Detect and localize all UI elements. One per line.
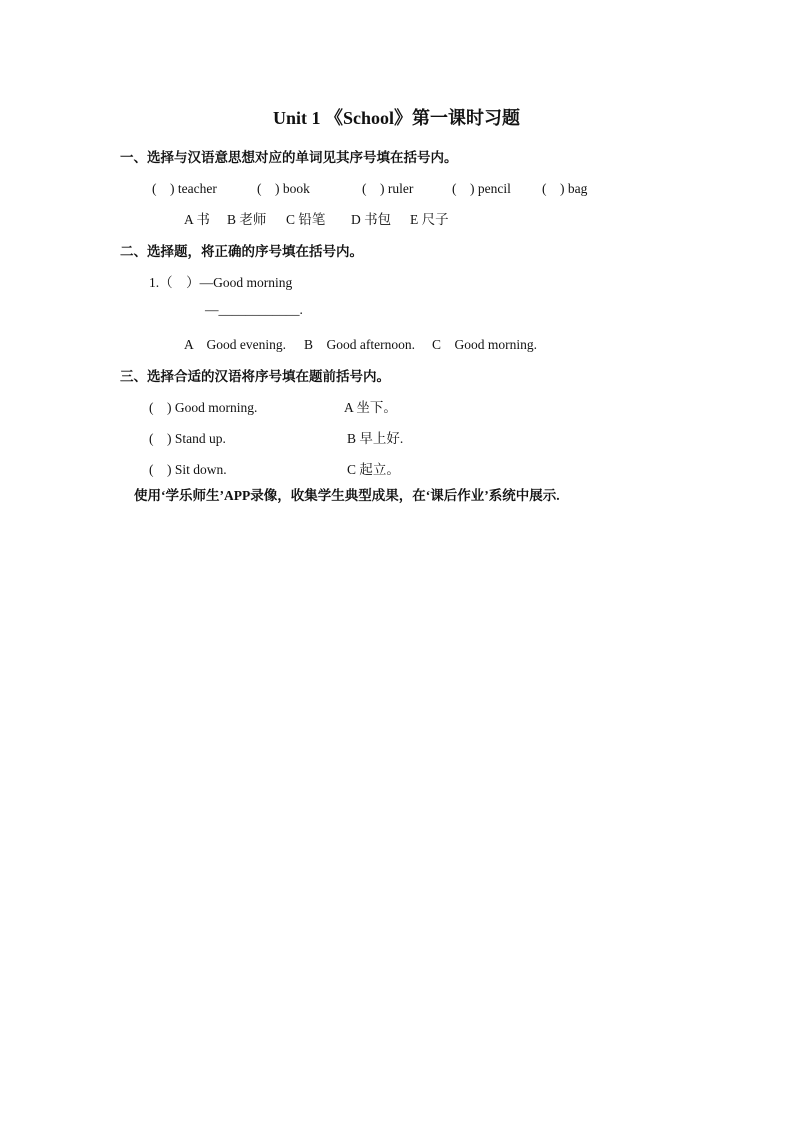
section3-item-right: B 早上好. <box>347 431 404 446</box>
section1-item: ( ) book <box>257 181 310 196</box>
section1-option: C 铅笔 <box>286 212 326 227</box>
section2-question: 1.（ ）—Good morning <box>149 275 293 290</box>
section1-option: A 书 <box>184 212 210 227</box>
section2-heading: 二、选择题，将正确的序号填在括号内。 <box>120 244 363 259</box>
section1-item: ( ) teacher <box>152 181 217 196</box>
section1-option: B 老师 <box>227 212 267 227</box>
section1-item: ( ) pencil <box>452 181 511 196</box>
section3-item-left: ( ) Stand up. <box>149 431 226 446</box>
section2-option: B Good afternoon. <box>304 337 415 352</box>
section1-item: ( ) bag <box>542 181 588 196</box>
section3-heading: 三、选择合适的汉语将序号填在题前括号内。 <box>120 369 390 384</box>
page-title: Unit 1 《School》第一课时习题 <box>272 108 521 128</box>
section1-heading: 一、选择与汉语意思想对应的单词见其序号填在括号内。 <box>120 150 458 165</box>
section1-option: D 书包 <box>351 212 392 227</box>
section3-item-left: ( ) Sit down. <box>149 462 227 477</box>
section3-item-right: A 坐下。 <box>344 400 397 415</box>
footer-note: 使用‘学乐师生’APP录像，收集学生典型成果，在‘课后作业’系统中展示. <box>134 488 560 503</box>
section3-item-right: C 起立。 <box>347 462 400 477</box>
section1-option: E 尺子 <box>410 212 449 227</box>
section2-answer-line: —____________. <box>205 302 303 317</box>
section3-item-left: ( ) Good morning. <box>149 400 258 415</box>
section2-option: C Good morning. <box>432 337 538 352</box>
section1-item: ( ) ruler <box>362 181 414 196</box>
section2-option: A Good evening. <box>184 337 286 352</box>
